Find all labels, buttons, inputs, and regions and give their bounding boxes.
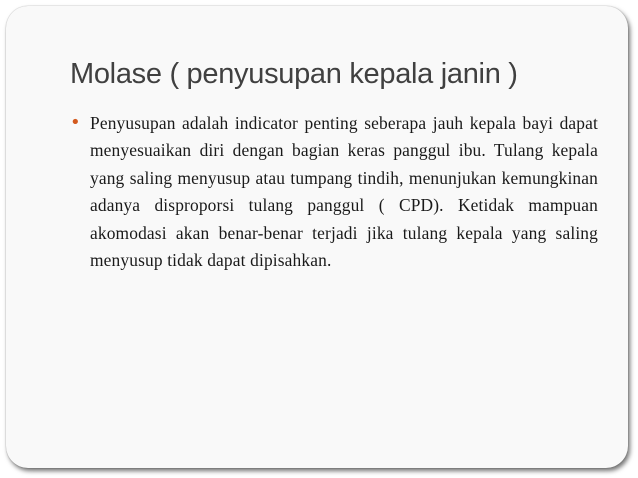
bullet-list (70, 110, 598, 274)
bullet-dot-icon: • (70, 112, 81, 133)
slide-title: Molase ( penyusupan kepala janin ) (70, 58, 518, 90)
list-item (70, 110, 598, 274)
bullet-text: Penyusupan adalah indicator penting seberapa jauh kepala bayi dapat menyesuaikan diri dengan bagian keras panggul ibu. Tulang kepala yang saling menyusup atau tumpang tindih, menunjukan kemungkinan adanya disproporsi tulang panggul ( CPD). Ketidak mampuan akomodasi akan benar-benar terjadi jika tulang kepala yang saling menyusup tidak dapat dipisahkan. (90, 113, 598, 271)
